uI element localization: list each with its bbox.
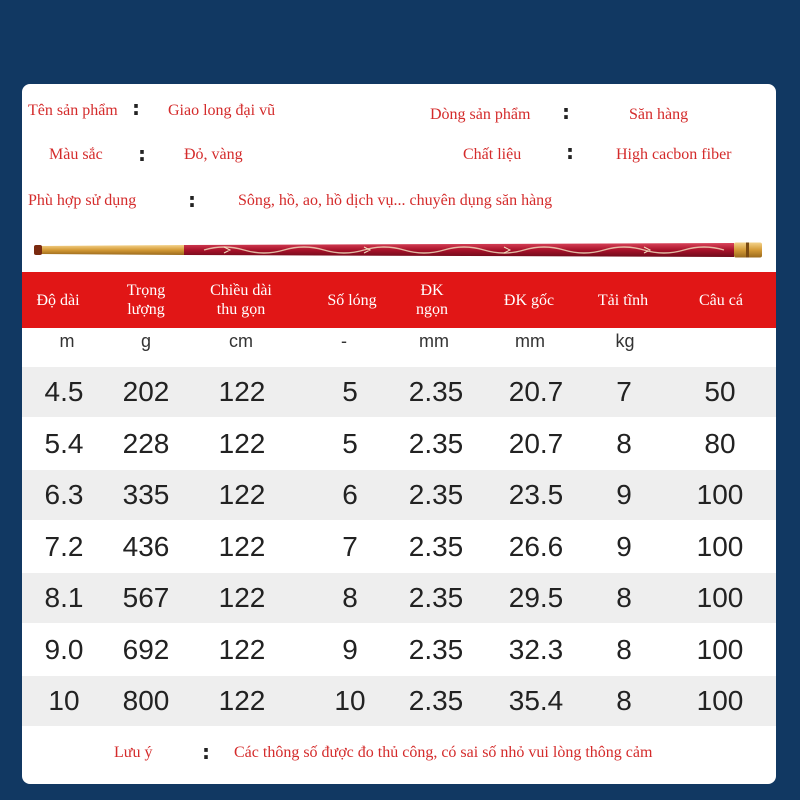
usage-value: Sông, hồ, ao, hồ dịch vụ... chuyên dụng săn hàng [238,192,553,209]
cell-fish: 100 [696,582,744,613]
cell-length: 6.3 [44,479,84,510]
table-row [22,470,776,520]
cell-length: 4.5 [44,376,84,407]
product-name-label: Tên sản phẩm [28,102,118,119]
cell-weight: 800 [122,685,170,716]
cell-folded-length: 122 [218,633,266,665]
cell-static-load: 8 [616,633,632,665]
unit-tip-diameter: mm [419,330,449,351]
cell-weight: 228 [122,427,170,459]
col-header-length: Độ dài [36,291,80,309]
cell-weight: 567 [122,582,170,613]
unit-sections: - [341,330,347,351]
col-header-fish: Câu cá [699,291,743,309]
table-row [22,367,776,417]
col-header-base-diameter: ĐK gốc [503,291,555,309]
product-line-label: Dòng sản phẩm [430,106,531,123]
col-header-tip-diameter: ĐK ngọn [416,282,448,318]
cell-base-diameter: 29.5 [508,582,564,613]
product-line-value: Săn hàng [629,106,689,123]
cell-fish: 50 [704,376,736,407]
color-label: Màu sắc [49,146,103,163]
cell-weight: 335 [122,479,170,510]
cell-folded-length: 122 [218,376,266,407]
cell-sections: 8 [342,582,358,613]
cell-fish: 100 [696,633,744,665]
cell-weight: 202 [122,376,170,407]
color-colon: : [138,142,146,166]
col-header-weight: Trọng lượng [126,282,166,318]
cell-folded-length: 122 [218,427,266,459]
cell-static-load: 9 [616,479,632,510]
usage-colon: : [188,188,196,212]
product-line-colon: : [562,100,570,124]
cell-folded-length: 122 [218,685,266,716]
table-header [22,272,776,328]
cell-tip-diameter: 2.35 [408,633,464,665]
note-colon: : [202,740,210,764]
cell-tip-diameter: 2.35 [408,376,464,407]
cell-static-load: 9 [616,530,632,562]
cell-sections: 6 [342,479,358,510]
unit-static-load: kg [615,330,635,351]
cell-static-load: 8 [616,427,632,459]
material-value: High cacbon fiber [616,146,732,163]
cell-tip-diameter: 2.35 [408,427,464,459]
cell-base-diameter: 23.5 [508,479,564,510]
color-value: Đỏ, vàng [184,146,243,163]
cell-length: 8.1 [44,582,84,613]
table-row [22,625,776,675]
cell-base-diameter: 26.6 [508,530,564,562]
cell-tip-diameter: 2.35 [408,582,464,613]
cell-base-diameter: 20.7 [508,376,564,407]
cell-sections: 7 [342,530,358,562]
unit-folded-length: cm [229,330,253,351]
table-row [22,419,776,469]
spec-card [22,84,776,784]
cell-fish: 100 [696,685,744,716]
cell-static-load: 8 [616,685,632,716]
col-header-static-load: Tải tĩnh [597,291,649,309]
cell-length: 9.0 [44,633,84,665]
product-name-value: Giao long đại vũ [168,102,276,119]
cell-tip-diameter: 2.35 [408,479,464,510]
cell-length: 5.4 [44,427,84,459]
cell-length: 10 [48,685,80,716]
table-row [22,676,776,726]
unit-fish [678,328,764,354]
cell-base-diameter: 32.3 [508,633,564,665]
unit-base-diameter: mm [515,330,545,351]
product-name-colon: : [132,96,140,120]
cell-base-diameter: 35.4 [508,685,564,716]
cell-fish: 100 [696,479,744,510]
cell-sections: 9 [342,633,358,665]
cell-fish: 80 [704,427,736,459]
cell-weight: 692 [122,633,170,665]
material-colon: : [566,140,574,164]
cell-tip-diameter: 2.35 [408,685,464,716]
cell-folded-length: 122 [218,479,266,510]
cell-fish: 100 [696,530,744,562]
material-label: Chất liệu [463,146,522,163]
unit-weight: g [140,330,151,351]
col-header-folded-length: Chiều dài thu gọn [210,282,272,318]
cell-sections: 5 [342,376,358,407]
cell-tip-diameter: 2.35 [408,530,464,562]
cell-length: 7.2 [44,530,84,562]
cell-folded-length: 122 [218,582,266,613]
cell-sections: 5 [342,427,358,459]
cell-sections: 10 [334,685,366,716]
table-row [22,573,776,623]
cell-folded-length: 122 [218,530,266,562]
fishing-rod-image [34,240,764,260]
unit-length: m [59,330,75,351]
usage-label: Phù hợp sử dụng [28,192,137,209]
note-label: Lưu ý [114,744,153,761]
col-header-sections: Số lóng [327,291,377,309]
note-text: Các thông số được đo thủ công, có sai số nhỏ vui lòng thông cảm [234,744,653,761]
cell-weight: 436 [122,530,170,562]
table-row [22,522,776,572]
cell-static-load: 7 [616,376,632,407]
cell-static-load: 8 [616,582,632,613]
cell-base-diameter: 20.7 [508,427,564,459]
